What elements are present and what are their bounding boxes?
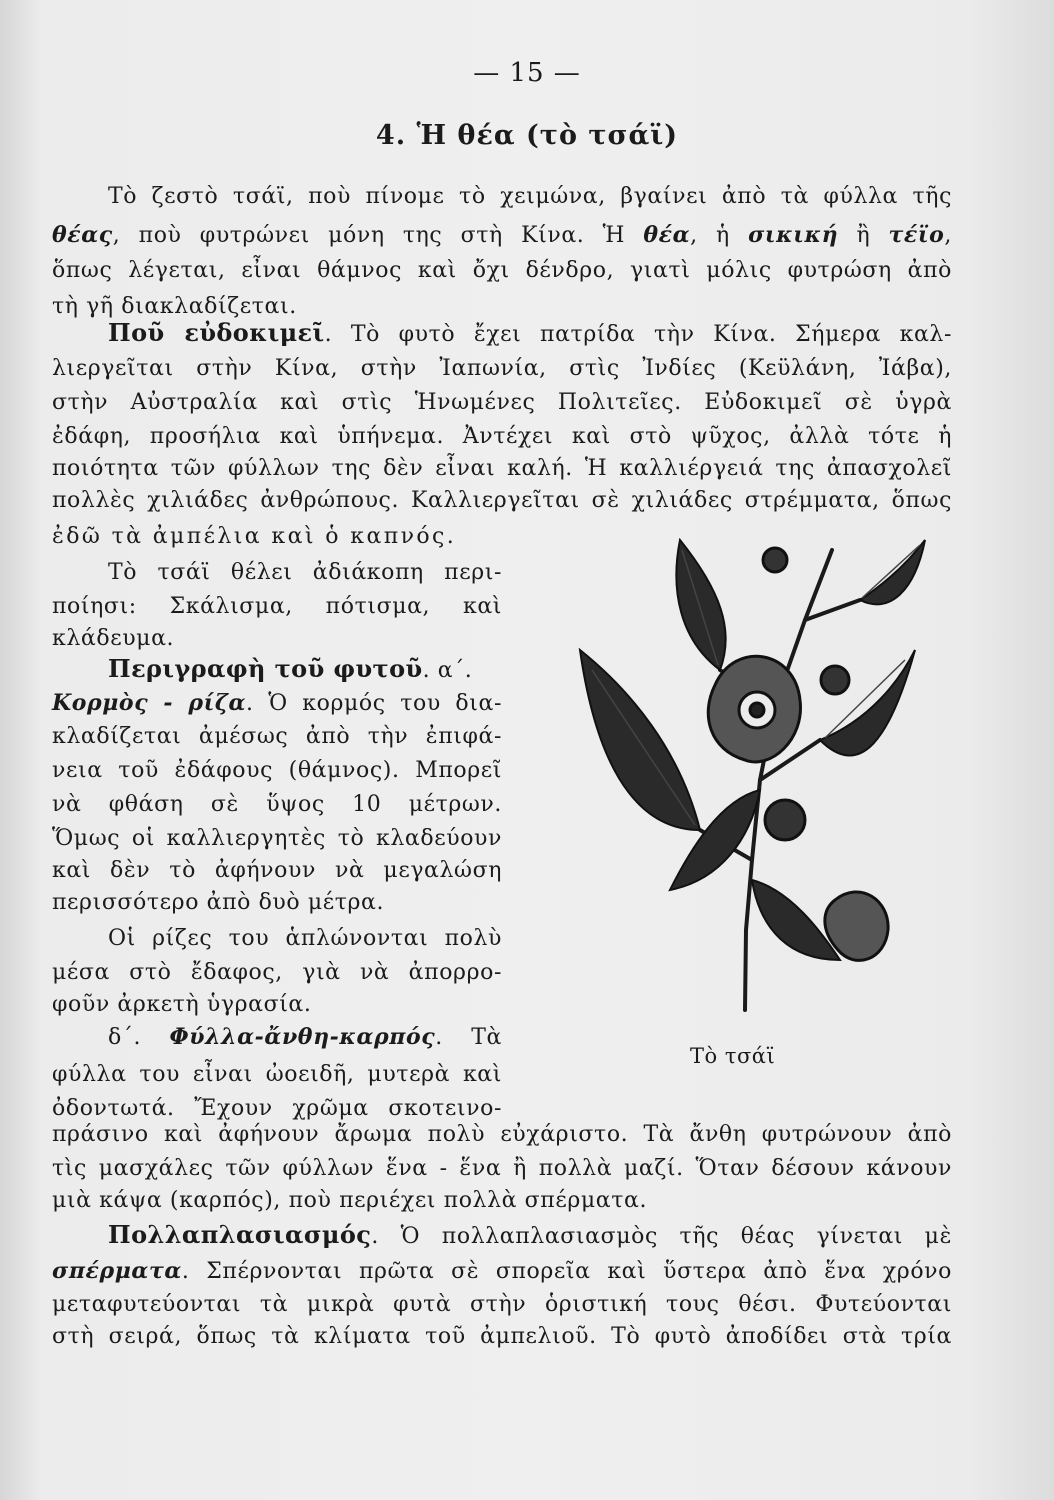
chapter-title: 4. Ἡ θέα (τὸ τσάϊ)	[375, 120, 679, 151]
term-sikiki: σικική	[748, 222, 839, 248]
text-line: στὴ σειρά, ὅπως τὰ κλίματα τοῦ ἀμπελιοῦ. Τὸ φυτὸ ἀποδίδει στὰ τρία	[52, 1324, 952, 1349]
text-line: πολλὲς χιλιάδες ἀνθρώπους. Καλλιεργεῖται σὲ χιλιάδες στρέμματα, ὅπως	[52, 488, 952, 513]
text-line: κλαδίζεται ἀμέσως ἀπὸ τὴν ἐπιφά-	[52, 724, 502, 749]
text-line: φύλλα του εἶναι ὠοειδῆ, μυτερὰ καὶ	[52, 1062, 502, 1087]
text-line: ποίησι: Σκάλισμα, πότισμα, καὶ	[52, 594, 502, 619]
text-line: φοῦν ἀρκετὴ ὑγρασία.	[52, 992, 312, 1017]
text-line: στὴν Αὐστραλία καὶ στὶς Ἡνωμένες Πολιτεῖες. Εὐδοκιμεῖ σὲ ὑγρὰ	[52, 390, 952, 415]
text-line: πράσινο καὶ ἀφήνουν ἄρωμα πολὺ εὐχάριστο. Τὰ ἄνθη φυτρώνουν ἀπὸ	[52, 1122, 952, 1147]
text-line: θέας, ποὺ φυτρώνει μόνη της στὴ Κίνα. Ἡ θέα, ἡ σικική ἢ τέϊο,	[52, 222, 953, 248]
section-propagation: Πολλαπλασιασμός. Ὁ πολλαπλασιασμὸς τῆς θέας γίνεται μὲ	[108, 1220, 952, 1249]
text-line: ἐδῶ τὰ ἀμπέλια καὶ ὁ καπνός.	[52, 524, 457, 549]
term-seeds: σπέρματα	[52, 1258, 182, 1284]
text-line: σπέρματα. Σπέρνονται πρῶτα σὲ σπορεῖα καὶ ὕστερα ἀπὸ ἕνα χρόνο	[52, 1258, 952, 1284]
text-line: Ὅμως οἱ καλλιεργητὲς τὸ κλαδεύουν	[52, 826, 502, 851]
text-line: ὀδοντωτά. Ἔχουν χρῶμα σκοτεινο-	[52, 1096, 502, 1121]
subheading-trunk-root: Κορμὸς - ρίζα	[52, 690, 247, 716]
section-heading: Περιγραφὴ τοῦ φυτοῦ	[108, 654, 423, 683]
text-line: Τὸ τσάϊ θέλει ἀδιάκοπη περι-	[108, 560, 502, 585]
page-number: — 15 —	[473, 58, 581, 88]
text-line: δ΄. Φύλλα-ἄνθη-καρπός. Τὰ	[108, 1024, 502, 1050]
text-line: Κορμὸς - ρίζα. Ὁ κορμός του δια-	[52, 690, 502, 716]
text-line: λιεργεῖται στὴν Κίνα, στὴν Ἰαπωνία, στὶς Ἰνδίες (Κεϋλάνη, Ἰάβα),	[52, 356, 952, 381]
term-thea: θέας	[52, 222, 113, 248]
term-teio: τέϊο	[888, 222, 945, 248]
text-line: τὴ γῆ διακλαδίζεται.	[52, 294, 297, 319]
term-thea: θέα	[643, 222, 691, 248]
tea-plant-branch-icon	[570, 530, 930, 1030]
text-line: Οἱ ρίζες του ἁπλώνονται πολὺ	[108, 926, 502, 951]
section-description: Περιγραφὴ τοῦ φυτοῦ. α΄.	[108, 654, 473, 683]
text-line: τὶς μασχάλες τῶν φύλλων ἕνα - ἕνα ἢ πολλὰ μαζί. Ὅταν δέσουν κάνουν	[52, 1156, 952, 1181]
text-line: καὶ δὲν τὸ ἀφήνουν νὰ μεγαλώση	[52, 858, 502, 883]
text-line: περισσότερο ἀπὸ δυὸ μέτρα.	[52, 890, 385, 915]
text-line: μέσα στὸ ἔδαφος, γιὰ νὰ ἀπορρο-	[52, 960, 502, 985]
section-heading: Πολλαπλασιασμός	[108, 1220, 372, 1249]
text-line: μεταφυτεύονται τὰ μικρὰ φυτὰ στὴν ὁριστική τους θέσι. Φυτεύονται	[52, 1292, 952, 1317]
section-where-it-grows: Ποῦ εὐδοκιμεῖ. Τὸ φυτὸ ἔχει πατρίδα τὴν Κίνα. Σήμερα καλ-	[108, 318, 952, 347]
text-line: ὅπως λέγεται, εἶναι θάμνος καὶ ὄχι δένδρο, γιατὶ μόλις φυτρώση ἀπὸ	[52, 258, 952, 283]
text-line: Τὸ ζεστὸ τσάϊ, ποὺ πίνομε τὸ χειμώνα, βγαίνει ἀπὸ τὰ φύλλα τῆς	[108, 184, 952, 209]
text-line: κλάδευμα.	[52, 626, 175, 651]
text-line: ποιότητα τῶν φύλλων της δὲν εἶναι καλή. Ἡ καλλιέργειά της ἀπασχολεῖ	[52, 456, 952, 481]
section-heading: Ποῦ εὐδοκιμεῖ	[108, 318, 325, 347]
text-line: ἐδάφη, προσήλια καὶ ὑπήνεμα. Ἀντέχει καὶ στὸ ψῦχος, ἀλλὰ τότε ἡ	[52, 424, 952, 449]
subheading-leaves-flowers-fruit: Φύλλα-ἄνθη-καρπός	[169, 1024, 436, 1050]
text-line: νεια τοῦ ἐδάφους (θάμνος). Μπορεῖ	[52, 758, 502, 783]
text-line: νὰ φθάση σὲ ὕψος 10 μέτρων.	[52, 792, 502, 817]
illustration-caption: Τὸ τσάϊ	[690, 1044, 776, 1068]
text-line: μιὰ κάψα (καρπός), ποὺ περιέχει πολλὰ σπέρματα.	[52, 1188, 648, 1213]
